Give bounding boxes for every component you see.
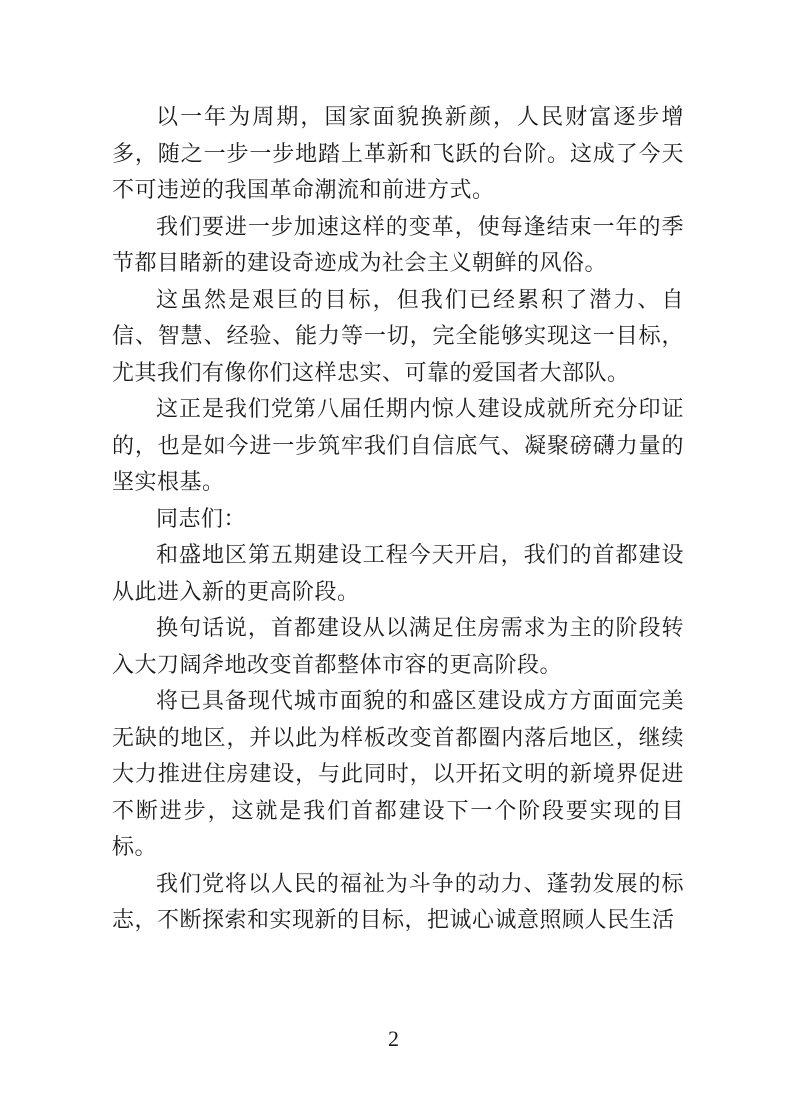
paragraph: 和盛地区第五期建设工程今天开启，我们的首都建设从此进入新的更高阶段。 <box>112 543 684 605</box>
paragraph: 这正是我们党第八届任期内惊人建设成就所充分印证的，也是如今进一步筑牢我们自信底气、凝聚磅礴力量的坚实根基。 <box>112 397 684 495</box>
paragraph: 我们党将以人民的福祉为斗争的动力、蓬勃发展的标志，不断探索和实现新的目标，把诚心诚意照顾人民生活 <box>112 871 684 933</box>
paragraph: 换句话说，首都建设从以满足住房需求为主的阶段转入大刀阔斧地改变首都整体市容的更高阶段。 <box>112 616 684 678</box>
paragraph: 将已具备现代城市面貌的和盛区建设成方方面面完美无缺的地区，并以此为样板改变首都圈内落后地区，继续大力推进住房建设，与此同时，以开拓文明的新境界促进不断进步，这就是我们首都建设下一个阶段要实现的目标。 <box>112 689 684 860</box>
page-number: 2 <box>388 1026 399 1051</box>
salutation: 同志们： <box>156 506 247 532</box>
paragraph: 这虽然是艰巨的目标，但我们已经累积了潜力、自信、智慧、经验、能力等一切，完全能够实现这一目标，尤其我们有像你们这样忠实、可靠的爱国者大部队。 <box>112 287 684 386</box>
paragraph: 我们要进一步加速这样的变革，使每逢结束一年的季节都目睹新的建设奇迹成为社会主义朝鲜的风俗。 <box>112 214 684 276</box>
body-text <box>112 100 684 940</box>
paragraph: 以一年为周期，国家面貌换新颜，人民财富逐步增多，随之一步一步地踏上革新和飞跃的台阶。这成了今天不可违逆的我国革命潮流和前进方式。 <box>112 105 684 203</box>
